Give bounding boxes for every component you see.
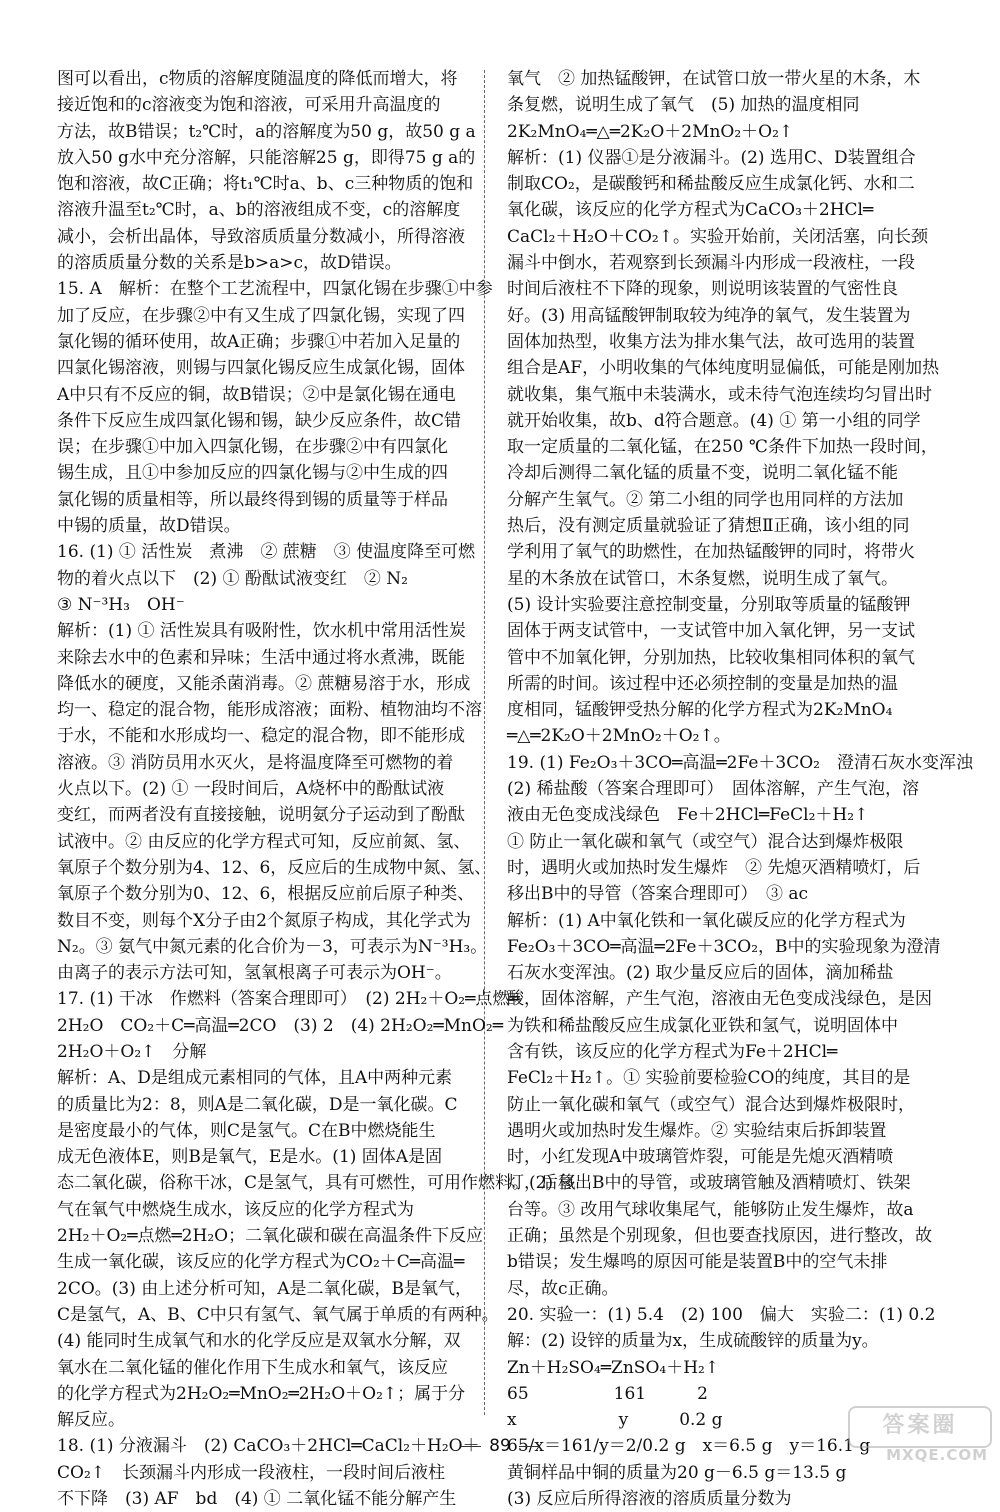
- text-line: 18. (1) 分液漏斗 (2) CaCO₃＋2HCl═CaCl₂＋H₂O＋: [57, 1436, 480, 1457]
- text-line: 所需的时间。该过程中还必须控制的变量是加热的温: [507, 673, 898, 694]
- text-line: ③ N⁻³H₃ OH⁻: [57, 594, 185, 615]
- text-line: FeCl₂＋H₂↑。① 实验前要检验CO的纯度，其目的是: [507, 1068, 911, 1089]
- text-line: 饱和溶液，故C正确；将t₁℃时a、b、c三种物质的饱和: [57, 174, 474, 195]
- text-line: 学利用了氧气的助燃性，在加热锰酸钾的同时，将带火: [507, 542, 915, 563]
- text-line: C是氢气，A、B、C中只有氢气、氧气属于单质的有两种。: [57, 1304, 499, 1325]
- text-line: 氯化锡的质量相等，所以最终得到锡的质量等于样品: [57, 489, 448, 510]
- text-line: 19. (1) Fe₂O₃＋3CO═高温═2Fe＋3CO₂ 澄清石灰水变浑浊: [507, 752, 973, 773]
- text-line: 热后，没有测定质量就验证了猜想Ⅱ正确，该小组的同: [507, 516, 910, 537]
- text-line: 黄铜样品中铜的质量为20 g－6.5 g＝13.5 g: [507, 1462, 847, 1483]
- text-line: 解析：A、D是组成元素相同的气体，且A中两种元素: [57, 1068, 453, 1089]
- text-line: A中只有不反应的铜，故B错误；②中是氯化锡在通电: [57, 384, 456, 405]
- text-line: 氯化锡的循环使用，故A正确；步骤①中若加入足量的: [57, 331, 461, 352]
- text-line: 16. (1) ① 活性炭 煮沸 ② 蔗糖 ③ 使温度降至可燃: [57, 542, 476, 563]
- text-line: 就收集，集气瓶中未装满水，或未待气泡连续均匀冒出时: [507, 384, 932, 405]
- text-line: 制取CO₂，是碳酸钙和稀盐酸反应生成氯化钙、水和二: [507, 174, 915, 195]
- text-line: 态二氧化碳，俗称干冰，C是氢气，具有可燃性，可用作燃料。(2) 氢: [57, 1173, 576, 1194]
- text-line: 解析：(1) ① 活性炭具有吸附性，饮水机中常用活性炭: [57, 621, 466, 642]
- text-line: 条件下反应生成四氯化锡和锡，缺少反应条件，故C错: [57, 410, 462, 431]
- watermark-logo-text: 答案圈: [848, 1406, 992, 1448]
- text-line: 氧原子个数分别为0、12、6，根据反应前后原子种类、: [57, 884, 475, 905]
- text-line: 固体加热型，收集方法为排水集气法，故可选用的装置: [507, 331, 915, 352]
- text-line: 由离子的表示方法可知，氢氧根离子可表示为OH⁻。: [57, 963, 452, 984]
- text-line: 解：(2) 设锌的质量为x，生成硫酸锌的质量为y。: [507, 1331, 879, 1352]
- text-line: 成无色液体E，则B是氧气，E是水。(1) 固体A是固: [57, 1147, 443, 1168]
- text-line: CO₂↑ 长颈漏斗内形成一段液柱，一段时间后液柱: [57, 1462, 446, 1483]
- text-line: 组合是AF，小明收集的气体纯度明显偏低，可能是刚加热: [507, 358, 940, 379]
- text-line: 试液中。② 由反应的化学方程式可知，反应前氮、氢、: [57, 831, 471, 852]
- text-line: 时，遇明火或加热时发生爆炸 ② 先熄灭酒精喷灯，后: [507, 857, 921, 878]
- text-line: 气在氧气中燃烧生成水，该反应的化学方程式为: [57, 1199, 414, 1220]
- text-line: ═△═2K₂O＋2MnO₂＋O₂↑。: [507, 726, 731, 747]
- text-line: 灯，后移出B中的导管，或玻璃管触及酒精喷灯、铁架: [507, 1173, 911, 1194]
- text-line: 氧原子个数分别为4、12、6，反应后的生成物中氮、氢、: [57, 857, 492, 878]
- text-line: x y 0.2 g: [507, 1410, 723, 1431]
- text-line: 变红，而两者没有直接接触，说明氨分子运动到了酚酞: [57, 805, 465, 826]
- text-line: 误；在步骤①中加入四氯化锡，在步骤②中有四氯化: [57, 437, 448, 458]
- text-line: 不下降 (3) AF bd (4) ① 二氧化锰不能分解产生: [57, 1489, 457, 1510]
- text-line: 解反应。: [57, 1410, 125, 1431]
- text-line: 2H₂O CO₂＋C═高温═2CO (3) 2 (4) 2H₂O₂═MnO₂═: [57, 1015, 503, 1036]
- text-line: N₂。③ 氨气中氮元素的化合价为－3，可表示为N⁻³H₃。: [57, 936, 488, 957]
- text-line: 冷却后测得二氧化锰的质量不变，说明二氧化锰不能: [507, 463, 898, 484]
- text-line: (3) 反应后所得溶液的溶质质量分数为: [507, 1489, 792, 1510]
- text-line: (5) 设计实验要注意控制变量，分别取等质量的锰酸钾: [507, 594, 911, 615]
- text-line: 溶液。③ 消防员用水灭火，是将温度降至可燃物的着: [57, 752, 454, 773]
- text-line: (4) 能同时生成氧气和水的化学反应是双氧水分解，双: [57, 1331, 461, 1352]
- text-line: 17. (1) 干冰 作燃料（答案合理即可） (2) 2H₂＋O₂═点燃═: [57, 989, 520, 1010]
- text-line: 就开始收集，故b、d符合题意。(4) ① 第一小组的同学: [507, 410, 921, 431]
- text-line: 台等。③ 改用气球收集尾气，能够防止发生爆炸，故a: [507, 1199, 914, 1220]
- text-line: 液由无色变成浅绿色 Fe＋2HCl═FeCl₂＋H₂↑: [507, 805, 869, 826]
- text-line: 20. 实验一：(1) 5.4 (2) 100 偏大 实验二：(1) 0.2: [507, 1304, 936, 1325]
- text-line: 65/x＝161/y＝2/0.2 g x＝6.5 g y＝16.1 g: [507, 1436, 871, 1457]
- text-line: 2CO。(3) 由上述分析可知，A是二氧化碳，B是氧气，: [57, 1278, 473, 1299]
- text-line: 分解产生氧气。② 第二小组的同学也用同样的方法加: [507, 489, 904, 510]
- text-line: 条复燃，说明生成了氧气 (5) 加热的温度相同: [507, 95, 860, 116]
- watermark-logo: [852, 1406, 992, 1464]
- text-line: 的化学方程式为2H₂O₂═MnO₂═2H₂O＋O₂↑；属于分: [57, 1383, 466, 1404]
- text-line: CaCl₂＋H₂O＋CO₂↑。实验开始前，关闭活塞，向长颈: [507, 226, 928, 247]
- text-line: 为铁和稀盐酸反应生成氯化亚铁和氢气，说明固体中: [507, 1015, 898, 1036]
- text-line: 石灰水变浑浊。(2) 取少量反应后的固体，滴加稀盐: [507, 963, 894, 984]
- watermark-url: MXQE.COM: [886, 1446, 988, 1464]
- text-line: 时间后液柱不下降的现象，则说明该装置的气密性良: [507, 279, 898, 300]
- text-line: 65 161 2: [507, 1383, 708, 1404]
- text-line: 氧化碳，该反应的化学方程式为CaCO₃＋2HCl═: [507, 200, 874, 221]
- text-line: 遇明火或加热时发生爆炸。② 实验结束后拆卸装置: [507, 1120, 887, 1141]
- text-line: 2K₂MnO₄═△═2K₂O＋2MnO₂＋O₂↑: [507, 121, 794, 142]
- text-line: 含有铁，该反应的化学方程式为Fe＋2HCl═: [507, 1041, 838, 1062]
- text-line: 的质量比为2：8，则A是二氧化碳，D是一氧化碳。C: [57, 1094, 458, 1115]
- column-divider: [484, 70, 485, 1415]
- text-line: 2H₂＋O₂═点燃═2H₂O；二氧化碳和碳在高温条件下反应: [57, 1226, 484, 1247]
- text-line: 防止一氧化碳和氧气（或空气）混合达到爆炸极限时，: [507, 1094, 915, 1115]
- text-line: 溶液升温至t₂℃时，a、b的溶液组成不变，c的溶解度: [57, 200, 461, 221]
- text-line: 固体于两支试管中，一支试管中加入氧化钾，另一支试: [507, 621, 915, 642]
- text-line: 放入50 g水中充分溶解，只能溶解25 g，即得75 g a的: [57, 147, 476, 168]
- text-line: 解析：(1) A中氧化铁和一氧化碳反应的化学方程式为: [507, 910, 906, 931]
- text-line: 数目不变，则每个X分子由2个氮原子构成，其化学式为: [57, 910, 471, 931]
- text-line: 漏斗中倒水，若观察到长颈漏斗内形成一段液柱，一段: [507, 253, 915, 274]
- text-line: 酸，固体溶解，产生气泡，溶液由无色变成浅绿色，是因: [507, 989, 932, 1010]
- text-line: 氧水在二氧化锰的催化作用下生成水和氧气，该反应: [57, 1357, 448, 1378]
- text-line: (2) 稀盐酸（答案合理即可） 固体溶解，产生气泡，溶: [507, 779, 919, 800]
- text-line: 解析：(1) 仪器①是分液漏斗。(2) 选用C、D装置组合: [507, 147, 916, 168]
- text-line: 正确；虽然是个别现象，但也要查找原因，进行整改，故: [507, 1226, 932, 1247]
- text-line: 均一、稳定的混合物，能形成溶液；面粉、植物油均不溶: [57, 700, 482, 721]
- page-number: 89: [0, 1436, 1000, 1456]
- text-line: 减小，会析出晶体，导致溶质质量分数减小，所得溶液: [57, 226, 465, 247]
- text-line: 移出B中的导管（答案合理即可） ③ ac: [507, 884, 809, 905]
- text-line: 度相同，锰酸钾受热分解的化学方程式为2K₂MnO₄: [507, 700, 893, 721]
- text-line: b错误；发生爆鸣的原因可能是装置B中的空气未排: [507, 1252, 888, 1273]
- text-line: 物的着火点以下 (2) ① 酚酞试液变红 ② N₂: [57, 568, 408, 589]
- text-line: 取一定质量的二氧化锰，在250 ℃条件下加热一段时间，: [507, 437, 938, 458]
- text-line: 来除去水中的色素和异味；生活中通过将水煮沸，既能: [57, 647, 465, 668]
- text-line: 加了反应，在步骤②中有又生成了四氯化锡，实现了四: [57, 305, 465, 326]
- text-line: 于水，不能和水形成均一、稳定的混合物，即不能形成: [57, 726, 465, 747]
- text-line: ① 防止一氧化碳和氧气（或空气）混合达到爆炸极限: [507, 831, 904, 852]
- text-line: 星的木条放在试管口，木条复燃，说明生成了氧气。: [507, 568, 898, 589]
- text-line: 图可以看出，c物质的溶解度随温度的降低而增大，将: [57, 69, 458, 89]
- text-line: 的溶质质量分数的关系是b>a>c，故D错误。: [57, 253, 402, 274]
- text-line: 降低水的硬度，又能杀菌消毒。② 蔗糖易溶于水，形成: [57, 673, 471, 694]
- text-line: 好。(3) 用高锰酸钾制取较为纯净的氧气，发生装置为: [507, 305, 911, 326]
- text-line: 2H₂O＋O₂↑ 分解: [57, 1041, 207, 1062]
- text-line: 15. A 解析：在整个工艺流程中，四氯化锡在步骤①中参: [57, 279, 493, 300]
- text-line: 尽，故c正确。: [507, 1278, 619, 1299]
- text-line: 是密度最小的气体，则C是氢气。C在B中燃烧能生: [57, 1120, 436, 1141]
- text-line: 管中不加氧化钾，分别加热，比较收集相同体积的氧气: [507, 647, 915, 668]
- text-line: 中锡的质量，故D错误。: [57, 516, 241, 537]
- text-line: 锡生成，且①中参加反应的四氯化锡与②中生成的四: [57, 463, 448, 484]
- text-line: Zn＋H₂SO₄═ZnSO₄＋H₂↑: [507, 1357, 720, 1378]
- text-line: 生成一氧化碳，该反应的化学方程式为CO₂＋C═高温═: [57, 1252, 465, 1273]
- text-line: 四氯化锡溶液，则锡与四氯化锡反应生成氯化锡，固体: [57, 358, 465, 379]
- text-line: 方法，故B错误；t₂℃时，a的溶解度为50 g，故50 g a: [57, 121, 476, 142]
- text-line: Fe₂O₃＋3CO═高温═2Fe＋3CO₂，B中的实验现象为澄清: [507, 936, 941, 957]
- text-line: 时，小红发现A中玻璃管炸裂，可能是先熄灭酒精喷: [507, 1147, 894, 1168]
- text-line: 氧气 ② 加热锰酸钾，在试管口放一带火星的木条，木: [507, 69, 921, 89]
- text-line: 接近饱和的c溶液变为饱和溶液，可采用升高温度的: [57, 95, 441, 116]
- text-line: 火点以下。(2) ① 一段时间后，A烧杯中的酚酞试液: [57, 779, 445, 800]
